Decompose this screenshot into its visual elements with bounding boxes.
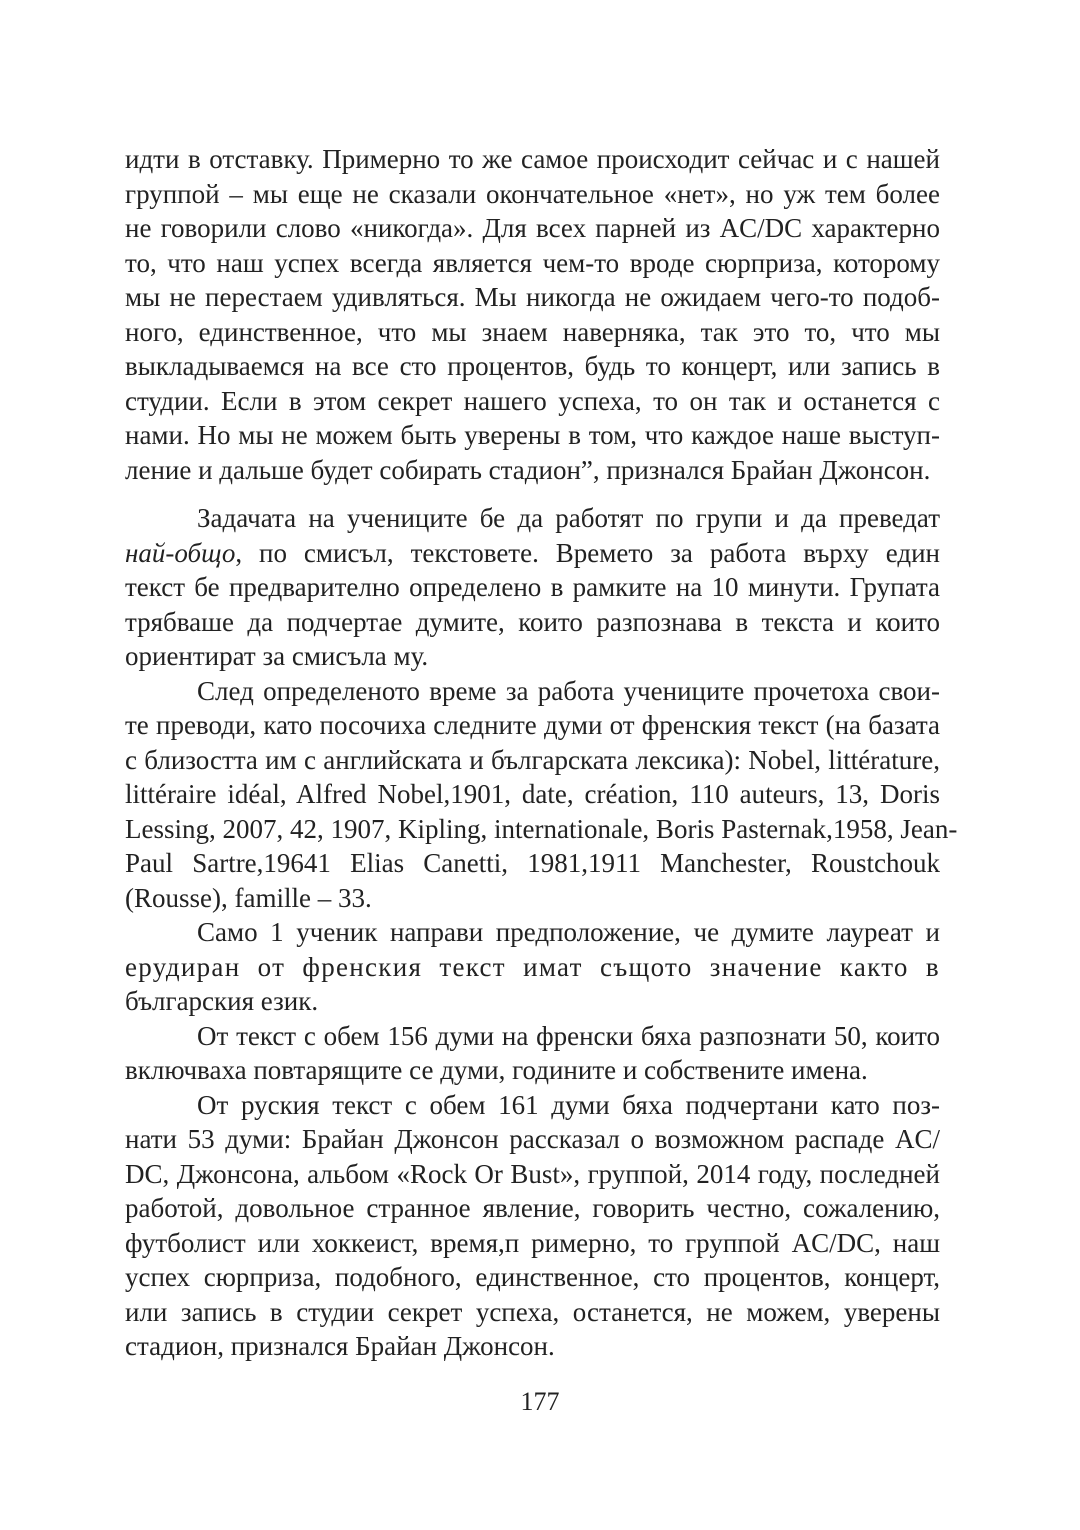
text-line: ерудиран от френския текст имат същото значение както в: [125, 951, 940, 982]
page-number: 177: [520, 1387, 560, 1416]
text-line: Задачата на учениците бе да работят по групи и да преведат: [197, 503, 940, 533]
paragraph-quote-continuation: [125, 142, 940, 487]
text-line: Lessing, 2007, 42, 1907, Kipling, internationale, Boris Pasternak,1958, Jean-: [125, 813, 958, 844]
page-body: [125, 142, 958, 1364]
text-line: идти в отставку. Примерно то же самое происходит сейчас и с нашей: [125, 144, 940, 174]
text-fragment: , по смисъл, текстовете. Времето за работа върху един: [235, 537, 940, 568]
text-line: то, что наш успех всегда является чем-то вроде сюрприза, которому: [125, 247, 940, 278]
text-line: littéraire idéal, Alfred Nobel,1901, date, création, 110 auteurs, 13, Doris: [125, 779, 940, 809]
text-line: След определеното време за работа учениците прочетоха свои-: [197, 675, 940, 706]
text-line: [125, 536, 940, 571]
text-line: нати 53 думи: Брайан Джонсон рассказал о возможном распаде AC/: [125, 1124, 940, 1154]
text-line: ориентират за смисъла му.: [125, 641, 429, 671]
paragraph-french-words: [125, 674, 958, 916]
text-line: не говорили слово «никогда». Для всех парней из AC/DC характерно: [125, 213, 940, 243]
text-line: успех сюрприза, подобного, единственное, сто процентов, концерт,: [125, 1262, 940, 1292]
text-line: трябваше да подчертае думите, които разпознава в текста и които: [125, 606, 940, 637]
text-line: (Rousse), famille – 33.: [125, 882, 372, 913]
text-line: работой, довольное странное явление, говорить честно, сожалению,: [125, 1193, 940, 1223]
text-line: DC, Джонсона, альбом «Rock Or Bust», группой, 2014 году, последней: [125, 1158, 940, 1189]
text-line: те преводи, като посочиха следните думи от френския текст (на базата: [125, 710, 940, 740]
paragraph-french-count: [125, 1019, 940, 1088]
text-line: Само 1 ученик направи предположение, че думите лауреат и: [197, 917, 940, 947]
text-line: студии. Если в этом секрет нашего успеха, то он так и останется с: [125, 385, 940, 416]
text-line: Paul Sartre,19641 Elias Canetti, 1981,1911 Manchester, Roustchouk: [125, 848, 940, 878]
text-line: группой – мы еще не сказали окончательное «нет», но уж тем более: [125, 178, 940, 209]
text-line: текст бе предварително определено в рамките на 10 минути. Групата: [125, 572, 940, 602]
text-line: нами. Но мы не можем быть уверены в том, что каждое наше выступ-: [125, 420, 940, 450]
italic-term: най-общо: [125, 537, 236, 568]
text-line: с близостта им с английската и българската лексика): Nobel, littérature,: [125, 744, 940, 775]
text-line: включваха повтарящите се думи, годините и собствените имена.: [125, 1055, 868, 1085]
paragraph-one-student: [125, 915, 940, 1019]
text-line: ного, единственное, что мы знаем наверняка, так это то, что мы: [125, 316, 940, 347]
text-line: мы не перестаем удивляться. Мы никогда не ожидаем чего-то подоб-: [125, 282, 940, 312]
text-line: От текст с обем 156 думи на френски бяха разпознати 50, които: [197, 1020, 940, 1051]
text-line: выкладываемся на все сто процентов, будь то концерт, или запись в: [125, 351, 940, 381]
text-line: От руския текст с обем 161 думи бяха подчертани като поз-: [197, 1089, 940, 1120]
paragraph-task: [125, 501, 940, 674]
text-line: футболист или хоккеист, время,п римерно, то группой AC/DC, наш: [125, 1227, 940, 1258]
paragraph-gap: [125, 487, 940, 501]
text-line: ление и дальше будет собирать стадион”, признался Брайан Джонсон.: [125, 454, 931, 485]
text-line: стадион, признался Брайан Джонсон.: [125, 1331, 555, 1361]
text-line: или запись в студии секрет успеха, останется, не можем, уверены: [125, 1296, 940, 1327]
paragraph-russian-words: [125, 1088, 940, 1364]
text-line: българския език.: [125, 986, 319, 1016]
